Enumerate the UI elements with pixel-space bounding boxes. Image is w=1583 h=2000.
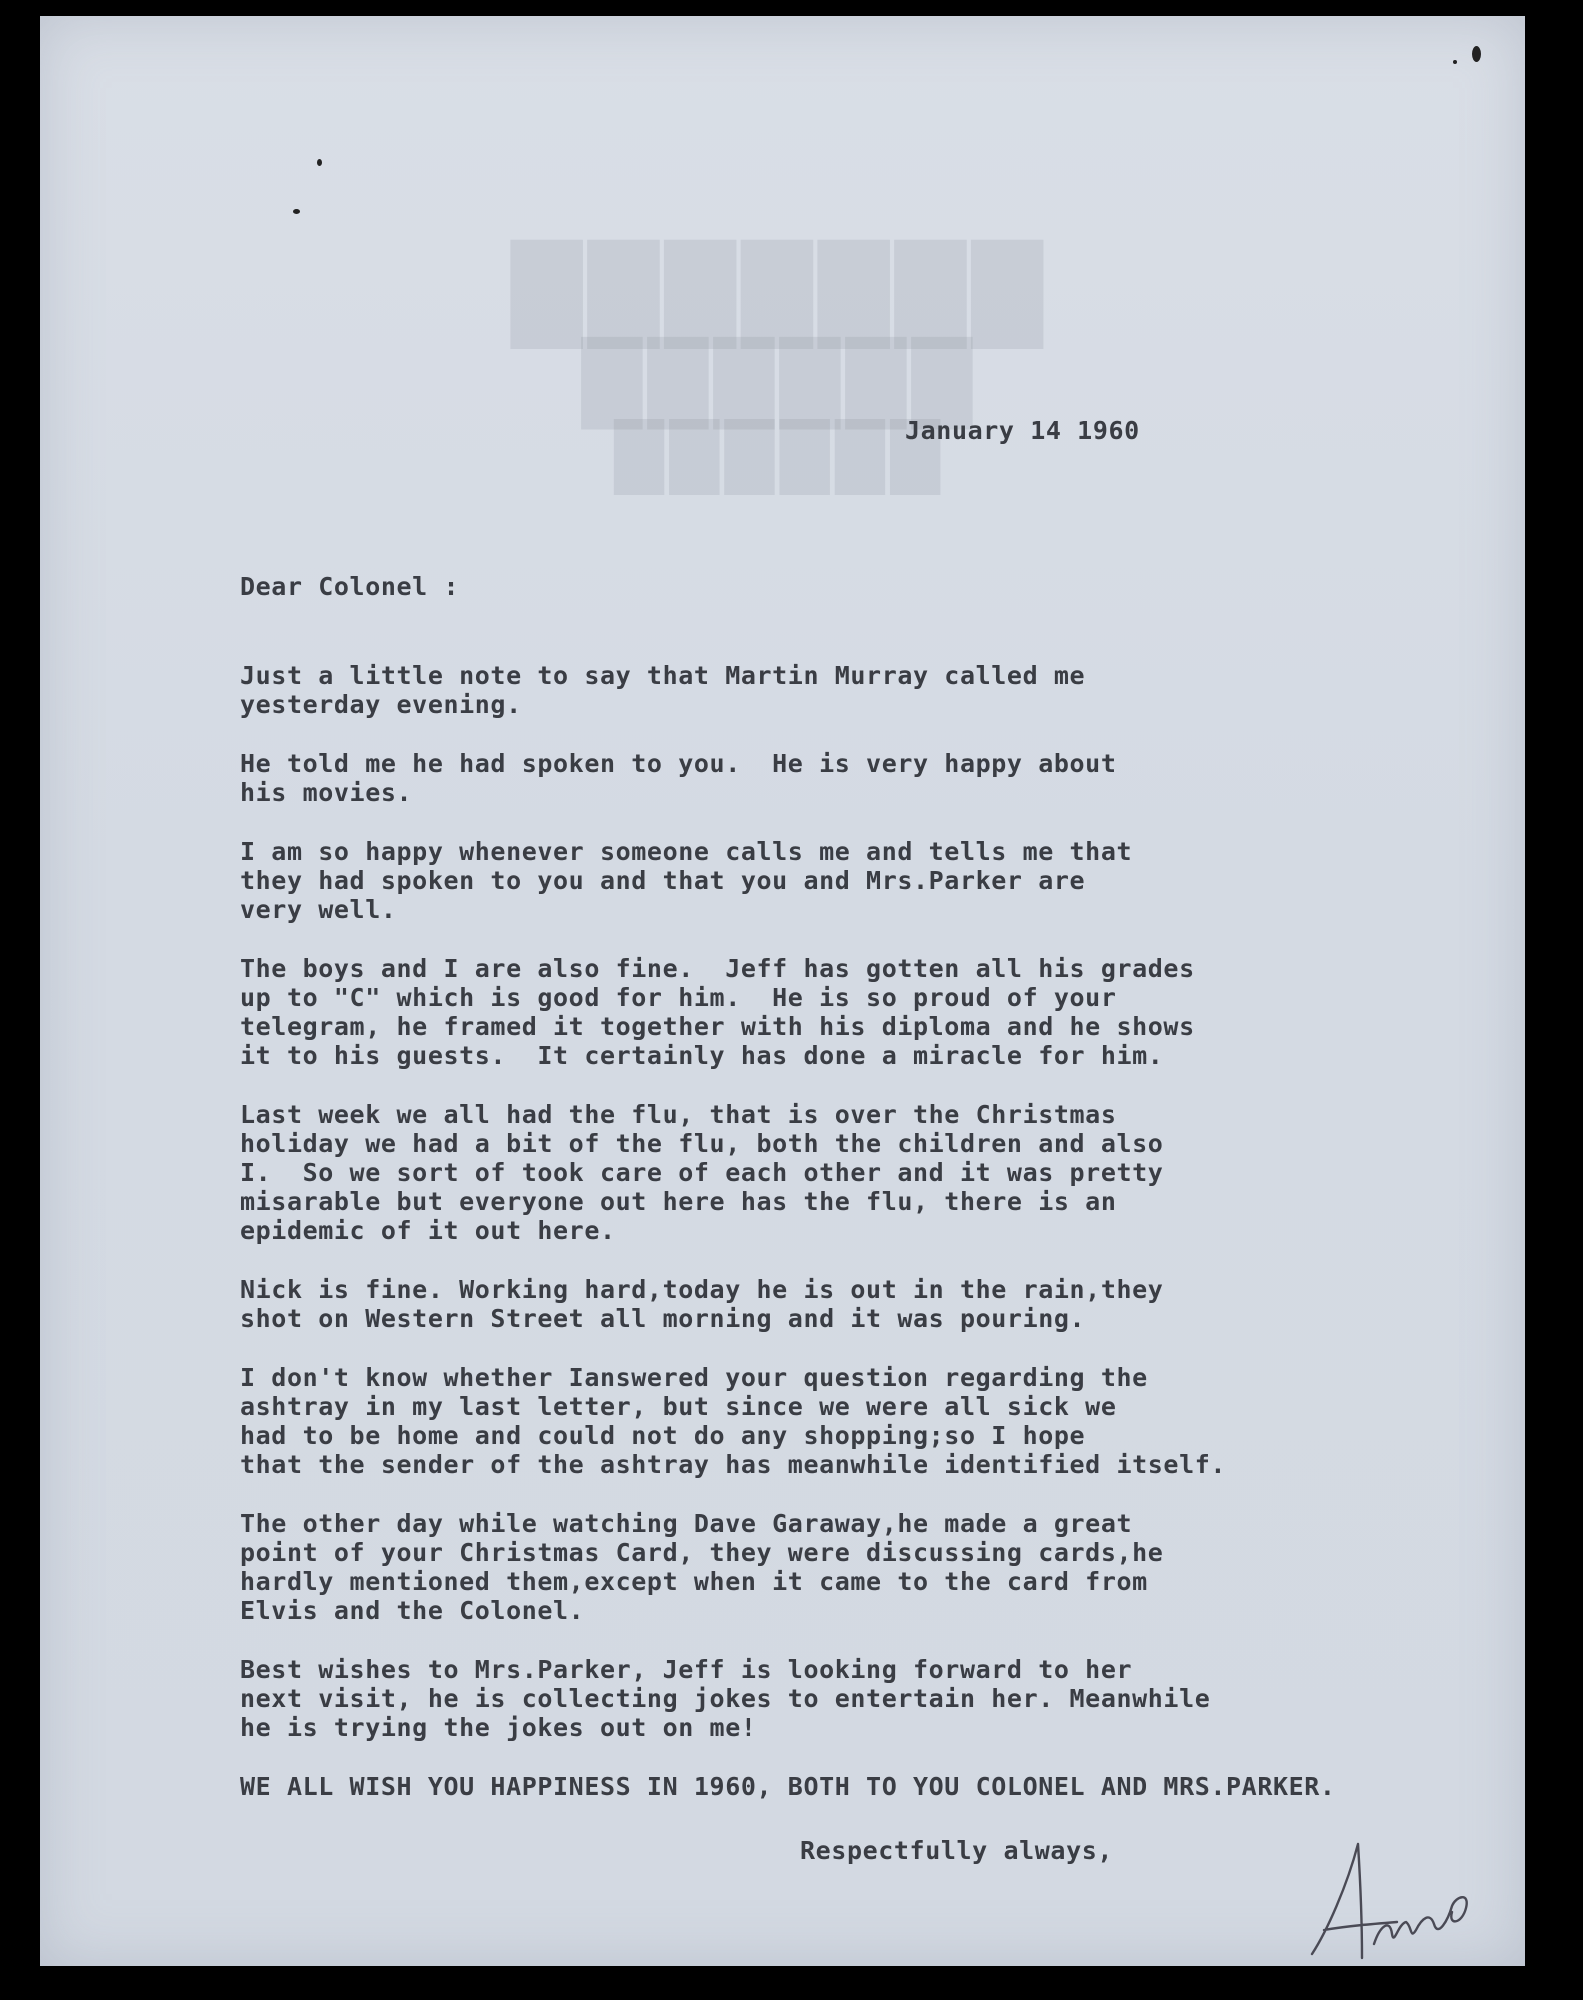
ink-speck: [1453, 60, 1457, 64]
body-line: ashtray in my last letter, but since we were all sick we: [240, 1392, 1117, 1421]
paragraph-nick: [240, 1275, 1500, 1333]
paragraph-best-wishes: [240, 1655, 1500, 1742]
body-line: that the sender of the ashtray has meanwhile identified itself.: [240, 1450, 1227, 1479]
paragraph-martin-murray: [240, 661, 1500, 719]
body-line: I. So we sort of took care of each other and it was pretty: [240, 1158, 1164, 1187]
body-line: The boys and I are also fine. Jeff has gotten all his grades: [240, 954, 1195, 983]
body-line: yesterday evening.: [240, 690, 522, 719]
body-line: Just a little note to say that Martin Murray called me: [240, 661, 1086, 690]
body-line: The other day while watching Dave Garaway,he made a great: [240, 1509, 1133, 1538]
paragraph-flu: [240, 1100, 1500, 1245]
body-line: point of your Christmas Card, they were discussing cards,he: [240, 1538, 1164, 1567]
body-line: I don't know whether Ianswered your question regarding the: [240, 1363, 1148, 1392]
paragraph-ashtray: [240, 1363, 1500, 1479]
letter-sheet: [40, 16, 1525, 1966]
body-line: he is trying the jokes out on me!: [240, 1713, 757, 1742]
ink-speck: [1472, 46, 1481, 62]
paragraph-happy: [240, 837, 1500, 924]
body-line: WE ALL WISH YOU HAPPINESS IN 1960, BOTH TO YOU COLONEL AND MRS.PARKER.: [240, 1772, 1336, 1801]
body-line: hardly mentioned them,except when it came to the card from: [240, 1567, 1148, 1596]
body-line: He told me he had spoken to you. He is very happy about: [240, 749, 1117, 778]
body-line: had to be home and could not do any shopping;so I hope: [240, 1421, 1086, 1450]
handwritten-signature: [1302, 1826, 1492, 1966]
letter-date: January 14 1960: [905, 416, 1140, 445]
body-line: next visit, he is collecting jokes to entertain her. Meanwhile: [240, 1684, 1211, 1713]
body-line: it to his guests. It certainly has done a miracle for him.: [240, 1041, 1164, 1070]
body-line: Last week we all had the flu, that is over the Christmas: [240, 1100, 1117, 1129]
salutation: Dear Colonel :: [240, 572, 460, 601]
body-line: Elvis and the Colonel.: [240, 1596, 585, 1625]
body-line: telegram, he framed it together with his diploma and he shows: [240, 1012, 1195, 1041]
letterhead-watermark: ███████ ██████ ██████: [511, 240, 1049, 496]
body-line: Best wishes to Mrs.Parker, Jeff is looking forward to her: [240, 1655, 1133, 1684]
body-line: holiday we had a bit of the flu, both the children and also: [240, 1129, 1164, 1158]
body-line: his movies.: [240, 778, 413, 807]
body-line: up to "C" which is good for him. He is so proud of your: [240, 983, 1117, 1012]
body-line: misarable but everyone out here has the flu, there is an: [240, 1187, 1117, 1216]
ink-speck: [293, 209, 300, 214]
ink-speck: [317, 159, 322, 166]
paragraph-jeff-grades: [240, 954, 1500, 1070]
body-line: Nick is fine. Working hard,today he is out in the rain,they: [240, 1275, 1164, 1304]
body-line: very well.: [240, 895, 397, 924]
paragraph-movies: [240, 749, 1500, 807]
body-line: they had spoken to you and that you and Mrs.Parker are: [240, 866, 1086, 895]
closing: Respectfully always,: [800, 1836, 1114, 1865]
body-line: I am so happy whenever someone calls me and tells me that: [240, 837, 1133, 866]
paragraph-christmas-card: [240, 1509, 1500, 1625]
letter-body: [240, 661, 1500, 1831]
body-line: epidemic of it out here.: [240, 1216, 616, 1245]
paragraph-new-year-wish: [240, 1772, 1500, 1801]
body-line: shot on Western Street all morning and it was pouring.: [240, 1304, 1086, 1333]
